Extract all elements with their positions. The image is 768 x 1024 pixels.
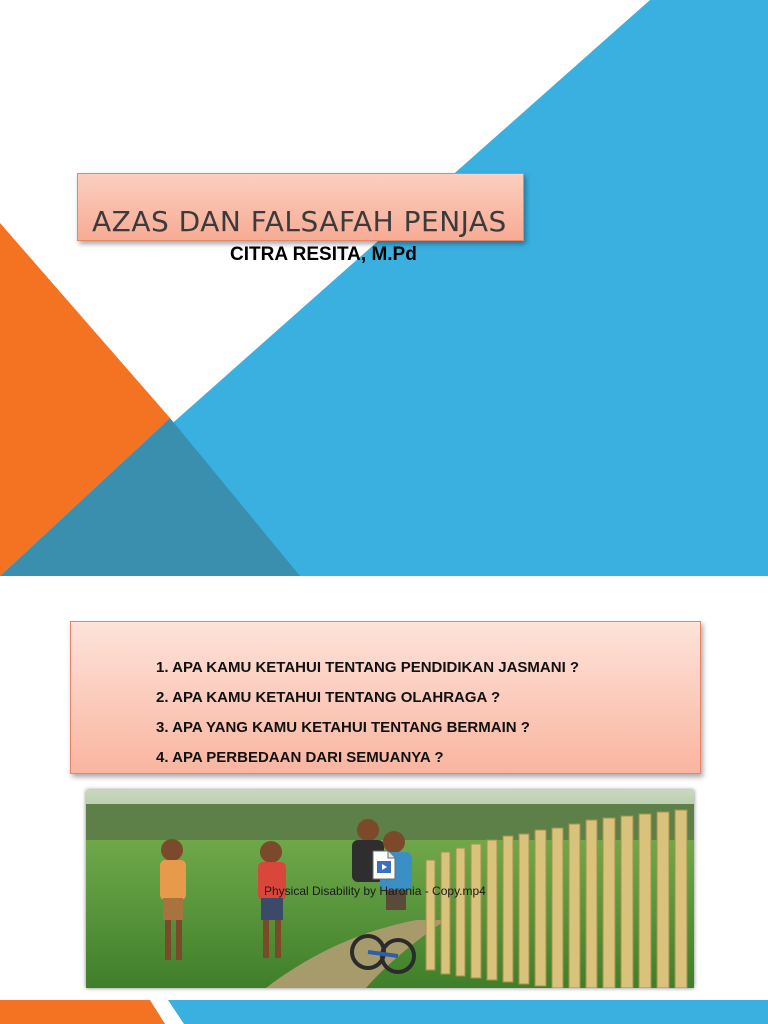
questions-box xyxy=(70,621,701,774)
question-item: 4. APA PERBEDAAN DARI SEMUANYA ? xyxy=(156,749,444,766)
question-item: 3. APA YANG KAMU KETAHUI TENTANG BERMAIN ? xyxy=(156,719,530,736)
slide-subtitle: CITRA RESITA, M.Pd xyxy=(230,244,417,265)
video-file-icon[interactable] xyxy=(371,850,397,880)
children-photo[interactable] xyxy=(86,790,694,988)
bottom-orange-band xyxy=(0,1000,165,1024)
questions-list xyxy=(156,653,579,773)
bottom-blue-band xyxy=(168,1000,768,1024)
title-box xyxy=(77,173,524,241)
slide-title: AZAS DAN FALSAFAH PENJAS xyxy=(92,205,507,238)
question-item: 1. APA KAMU KETAHUI TENTANG PENDIDIKAN JASMANI ? xyxy=(156,659,580,676)
questions-slide xyxy=(0,576,768,1024)
question-item: 2. APA KAMU KETAHUI TENTANG OLAHRAGA ? xyxy=(156,689,501,706)
media-file-label[interactable]: Physical Disability by Haronia - Copy.mp4 xyxy=(264,884,486,898)
